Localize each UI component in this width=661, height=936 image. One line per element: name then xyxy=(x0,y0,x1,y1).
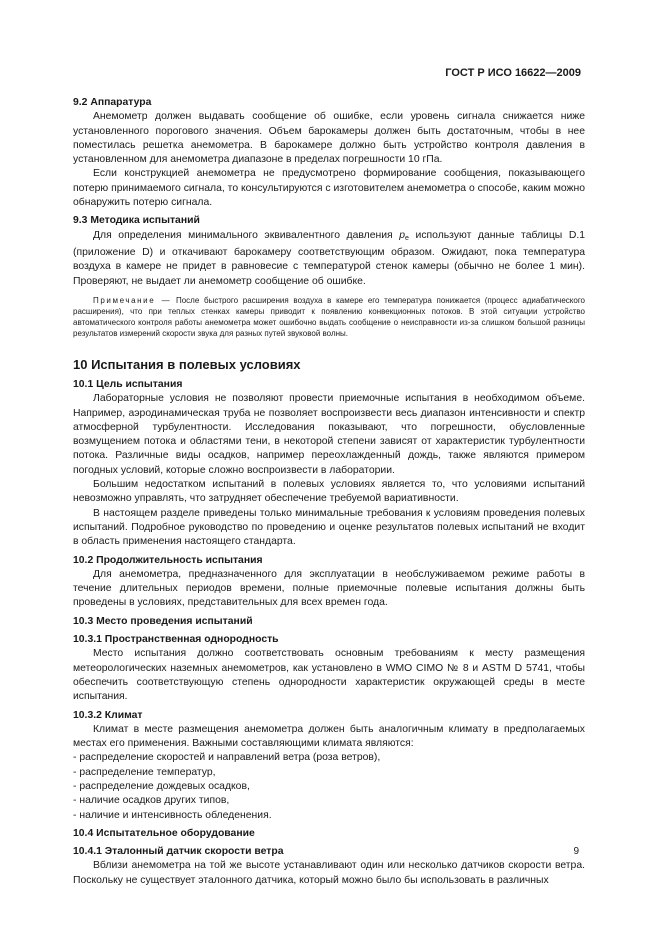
section-9-3-title: 9.3 Методика испытаний xyxy=(73,215,200,227)
list-item: - распределение дождевых осадков, xyxy=(73,780,250,792)
paragraph: Климат в месте размещения анемометра должен быть аналогичным климату в предполагаемых местах его применения. Важными составляющими климата являются: xyxy=(73,723,585,750)
list-item: - распределение температур, xyxy=(73,766,216,778)
paragraph: Если конструкцией анемометра не предусмотрено формирование сообщения, показывающего потерю принимаемого сигнала, то консультируются с изготовителем анемометра о способе, каким можно обнаружить потерю сигнала. xyxy=(73,168,585,209)
list-item: - наличие осадков других типов, xyxy=(73,795,230,807)
paragraph: Вблизи анемометра на той же высоте устанавливают один или несколько датчиков скорости ветра. Поскольку не существует эталонного датчика, который можно было бы использовать в различных xyxy=(73,860,585,886)
page-content xyxy=(73,96,585,888)
text-run: используют данные таблицы D.1 (приложение D) и откачивают барокамеру соответствующим образом. Ожидают, пока температура воздуха в камере не придет в равновесие с температурой стенок камеры (обычно не более 1 мин). Проверяют, не выдает ли анемометр сообщение об ошибке. xyxy=(73,229,585,287)
paragraph: Место испытания должно соответствовать основным требованиям к месту размещения метеорологических наземных анемометров, как установлено в WMO CIMO № 8 и ASTM D 5741, чтобы обеспечить соответствующую степень однородности характеристик окружающей среды в месте испытания. xyxy=(73,648,585,703)
note-label: Примечание — xyxy=(93,295,172,305)
paragraph: Для анемометра, предназначенного для эксплуатации в необслуживаемом режиме работы в течение длительных периодов времени, полные приемочные полевые испытания должны быть проведены в условиях, представительных для всех времен года. xyxy=(73,568,585,609)
paragraph: Лабораторные условия не позволяют провести приемочные испытания в необходимом объеме. Например, аэродинамическая труба не позволяет воспроизвести весь диапазон интенсивности и спектр атмосферной турбулентности. Исследования показывают, что погрешности, обусловленные возмущением потока и областями тени, в некоторой степени зависят от характеристик турбулентности потока. Различные виды осадков, например переохлажденный дождь, также являются примером погодных условий, которые сложно воспроизвести в лаборатории. xyxy=(73,393,585,476)
note-text: После быстрого расширения воздуха в камере его температура понижается (процесс адиабатического расширения), что при теплых стенках камеры приводит к появлению конвекционных потоков. В этой ситуации устройство автоматического контроля работы анемометра может ошибочно выдать сообщение о неисправности из-за слишком большой разницы результатов измерений скорости звука для разных путей звуковой волны. xyxy=(73,295,586,339)
section-9-2-title: 9.2 Аппаратура xyxy=(73,97,152,108)
section-10-1-title: 10.1 Цель испытания xyxy=(73,378,183,390)
note xyxy=(73,295,585,340)
section-10-4-title: 10.4 Испытательное оборудование xyxy=(73,827,255,839)
paragraph: В настоящем разделе приведены только минимальные требования к условиям проведения полевых испытаний. Подробное руководство по проведению и оценке результатов полевых испытаний не входит в область применения настоящего стандарта. xyxy=(73,507,585,548)
list-item: - распределение скоростей и направлений ветра (роза ветров), xyxy=(73,752,381,764)
section-10-3-1-title: 10.3.1 Пространственная однородность xyxy=(73,634,279,646)
list-item: - наличие и интенсивность обледенения. xyxy=(73,809,272,821)
standard-header: ГОСТ Р ИСО 16622—2009 xyxy=(445,67,581,79)
section-10-3-title: 10.3 Место проведения испытаний xyxy=(73,615,253,627)
pressure-symbol: p xyxy=(399,229,406,241)
section-10-2-title: 10.2 Продолжительность испытания xyxy=(73,554,263,566)
paragraph: Большим недостатком испытаний в полевых условиях является то, что условиями испытаний невозможно управлять, что затрудняет обеспечение требуемой вариативности. xyxy=(73,479,585,505)
paragraph xyxy=(73,229,585,289)
text-run: Для определения минимального эквивалентного давления xyxy=(93,229,400,241)
section-10-title: 10 Испытания в полевых условиях xyxy=(73,356,301,372)
climate-list xyxy=(73,751,585,822)
section-10-4-1-title: 10.4.1 Эталонный датчик скорости ветра xyxy=(73,846,284,858)
paragraph: Анемометр должен выдавать сообщение об ошибке, если уровень сигнала снижается ниже установленного порогового значения. Объем барокамеры должен быть достаточным, чтобы в нее поместилась решетка анемометра. В барокамере должно быть устройство контроля давления в установленном для анемометра диапазоне в пределах погрешности 10 гПа. xyxy=(73,111,585,166)
section-10-3-2-title: 10.3.2 Климат xyxy=(73,709,143,721)
page-number: 9 xyxy=(573,846,579,857)
pressure-subscript: e xyxy=(405,234,409,242)
